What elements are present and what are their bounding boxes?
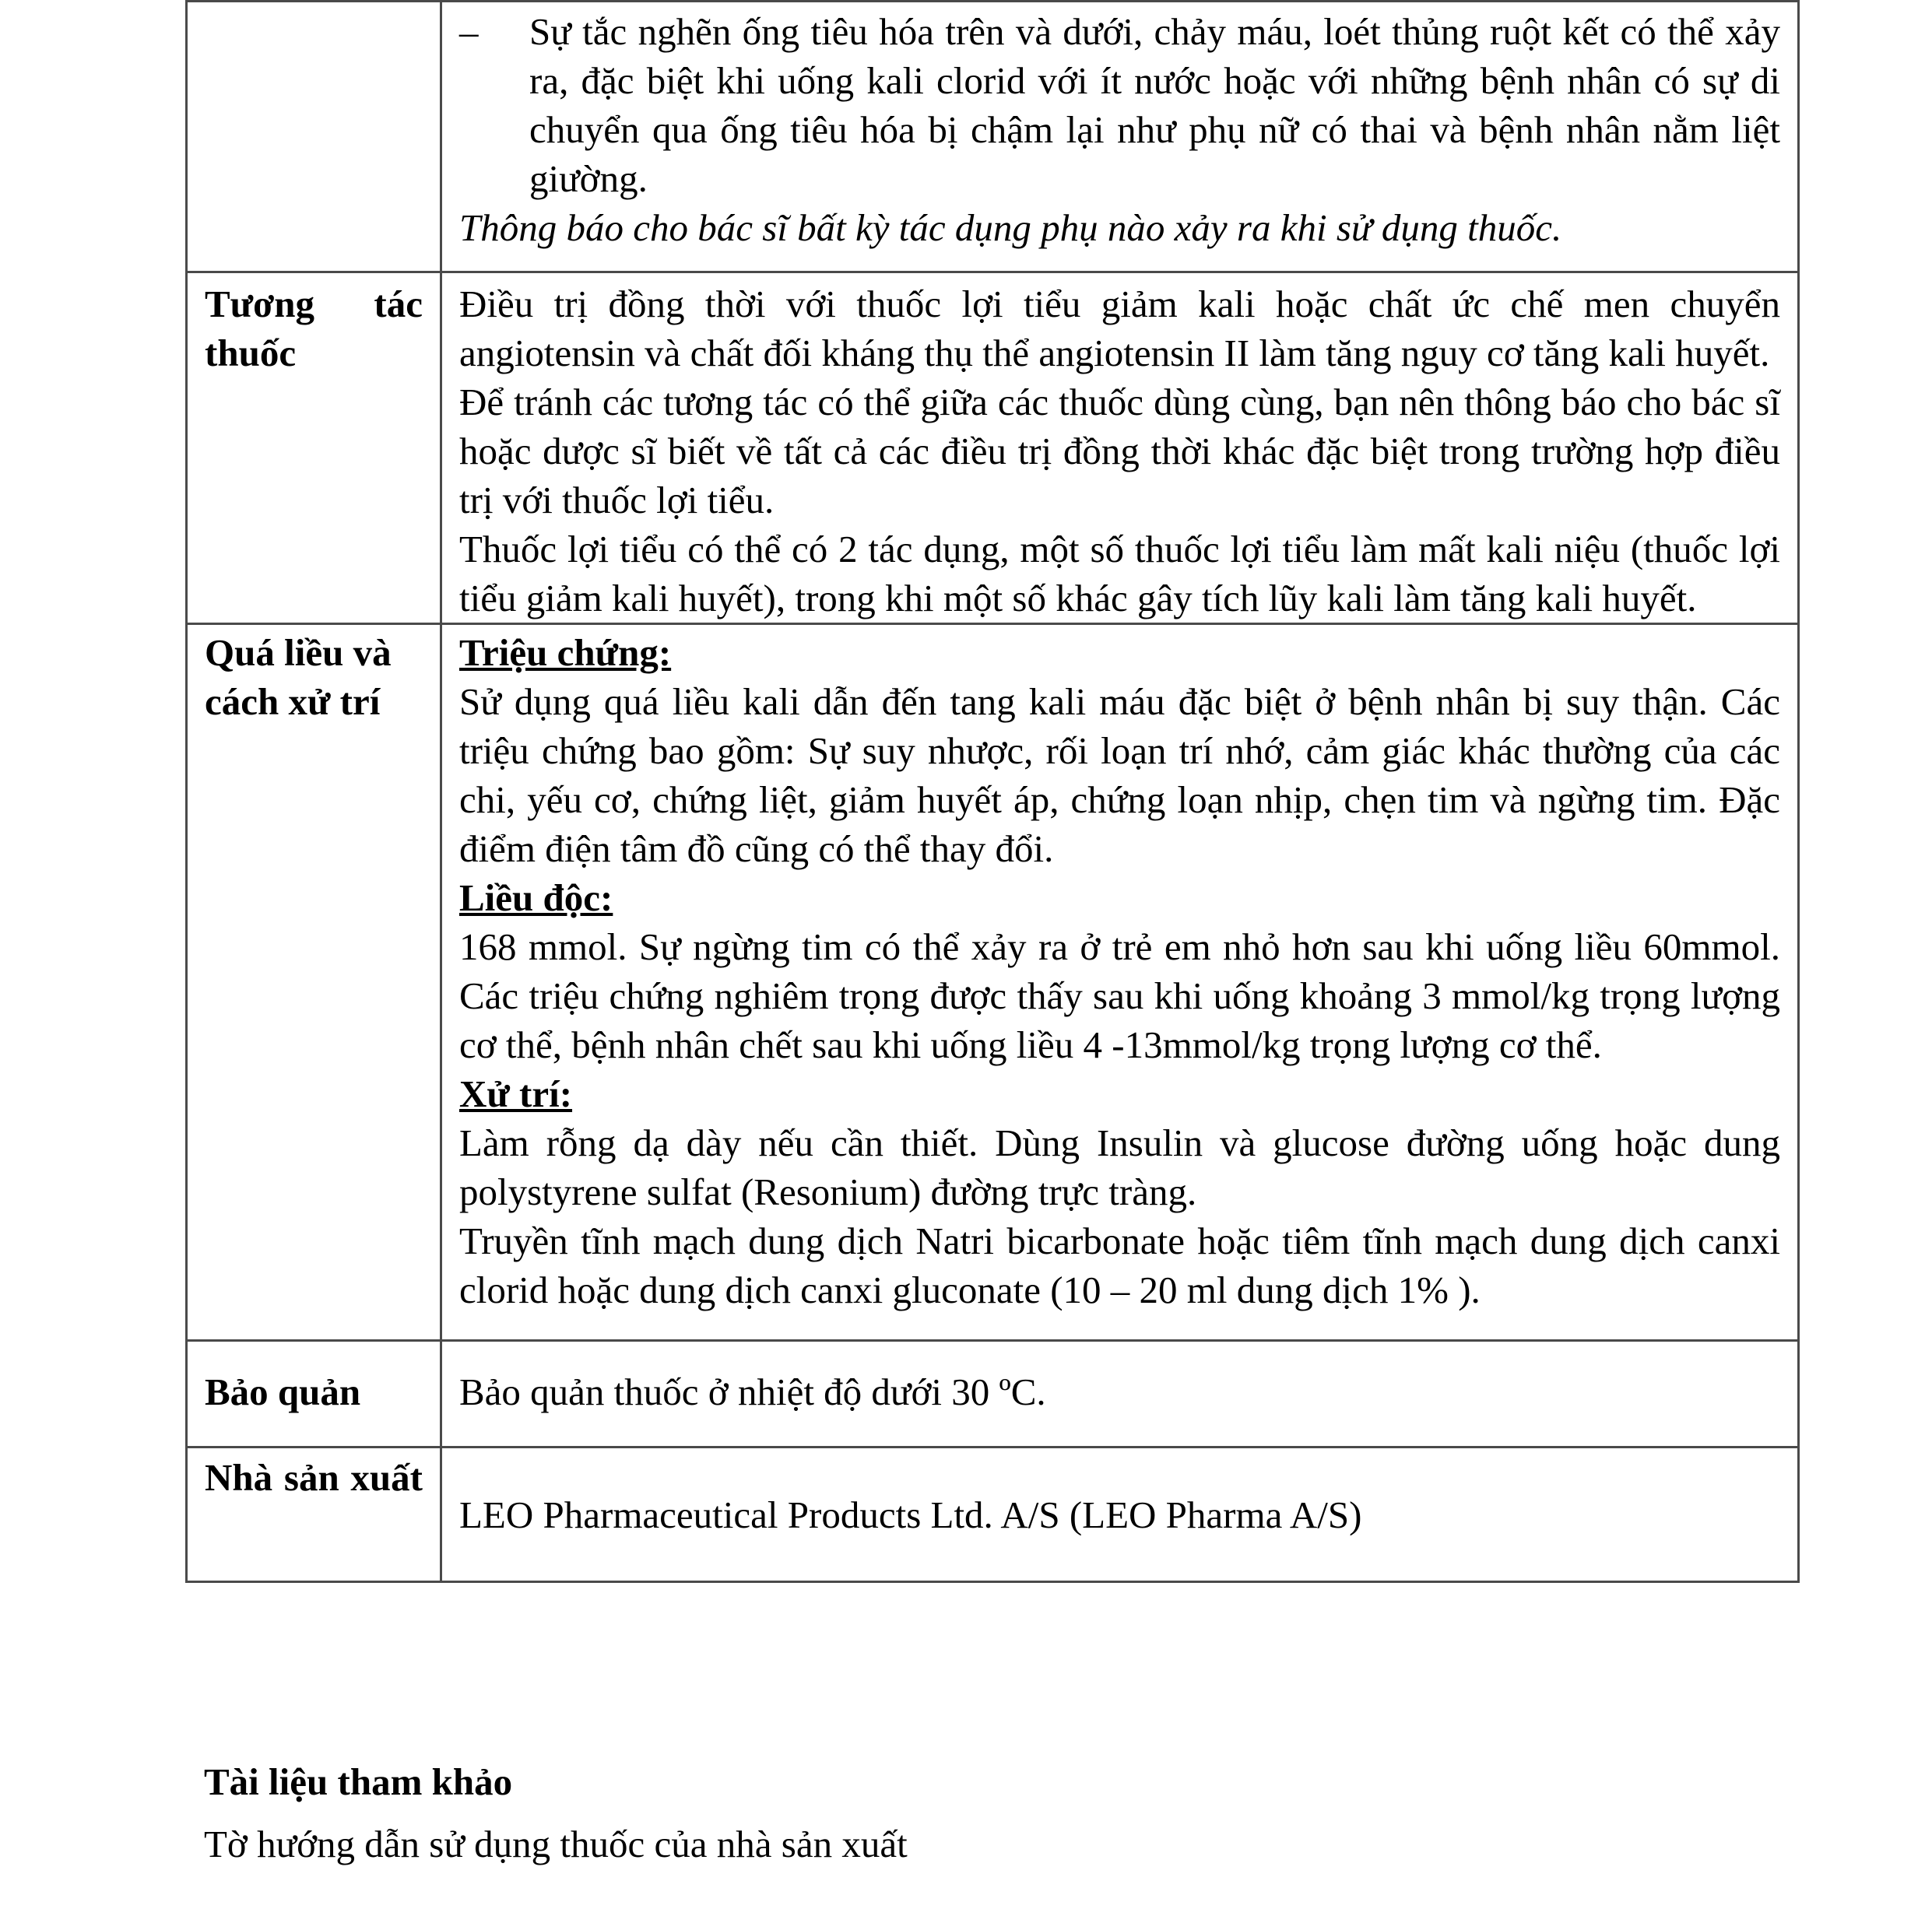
table-row-manufacturer: [187, 1448, 1799, 1582]
symptoms-heading: Triệu chứng:: [459, 631, 672, 674]
row-label-manufacturer: Nhà sản xuất: [187, 1448, 441, 1582]
symptoms-text: Sử dụng quá liều kali dẫn đến tang kali máu đặc biệt ở bệnh nhân bị suy thận. Các triệu chứng bao gồm: Sự suy nhược, rối loạn trí nhớ, cảm giác khác thường của các chi, yếu cơ, chứng liệt, giảm huyết áp, chứng loạn nhịp, chẹn tim và ngừng tim. Đặc điểm điện tâm đồ cũng có thể thay đổi.: [459, 680, 1780, 870]
overdose-content: [441, 624, 1799, 1341]
interactions-content: [441, 272, 1799, 624]
references-title: Tài liệu tham khảo: [204, 1760, 513, 1803]
manufacturer-text: LEO Pharmaceutical Products Ltd. A/S (LEO Pharma A/S): [441, 1448, 1799, 1582]
bullet-text: Sự tắc nghẽn ống tiêu hóa trên và dưới, chảy máu, loét thủng ruột kết có thể xảy ra, đặc biệt khi uống kali clorid với ít nước hoặc với những bệnh nhân có sự di chuyển qua ống tiêu hóa bị chậm lại như phụ nữ có thai và bệnh nhân nằm liệt giường.: [529, 10, 1780, 200]
side-effects-content: [441, 2, 1799, 272]
references-text: Tờ hướng dẫn sử dụng thuốc của nhà sản xuất: [204, 1823, 908, 1865]
interactions-paragraph-2: Để tránh các tương tác có thể giữa các thuốc dùng cùng, bạn nên thông báo cho bác sĩ hoặc dược sĩ biết về tất cả các điều trị đồng thời khác đặc biệt trong trường hợp điều trị với thuốc lợi tiểu.: [459, 381, 1780, 521]
toxic-dose-text: 168 mmol. Sự ngừng tim có thể xảy ra ở trẻ em nhỏ hơn sau khi uống liều 60mmol. Các triệu chứng nghiêm trọng được thấy sau khi uống khoảng 3 mmol/kg trọng lượng cơ thể, bệnh nhân chết sau khi uống liều 4 -13mmol/kg trọng lượng cơ thể.: [459, 925, 1780, 1066]
row-label-storage: Bảo quản: [187, 1341, 441, 1448]
interactions-paragraph-3: Thuốc lợi tiểu có thể có 2 tác dụng, một số thuốc lợi tiểu làm mất kali niệu (thuốc lợi tiểu giảm kali huyết), trong khi một số khác gây tích lũy kali làm tăng kali huyết.: [459, 528, 1780, 619]
bullet-item: [459, 7, 1780, 203]
row-label-interactions: Tương tác thuốc: [187, 272, 441, 624]
table-row-storage: [187, 1341, 1799, 1448]
row-label-empty: [187, 2, 441, 272]
treatment-paragraph-1: Làm rỗng dạ dày nếu cần thiết. Dùng Insulin và glucose đường uống hoặc dung polystyrene sulfat (Resonium) đường trực tràng.: [459, 1121, 1780, 1213]
treatment-paragraph-2: Truyền tĩnh mạch dung dịch Natri bicarbonate hoặc tiêm tĩnh mạch dung dịch canxi clorid hoặc dung dịch canxi gluconate (10 – 20 ml dung dịch 1% ).: [459, 1219, 1780, 1311]
table-row-overdose: [187, 624, 1799, 1341]
toxic-dose-heading: Liều độc:: [459, 876, 613, 919]
treatment-heading: Xử trí:: [459, 1072, 573, 1115]
table-row-side-effects: [187, 2, 1799, 272]
bullet-dash: –: [459, 10, 479, 53]
storage-text: Bảo quản thuốc ở nhiệt độ dưới 30 ºC.: [441, 1341, 1799, 1448]
table-row-interactions: [187, 272, 1799, 624]
interactions-paragraph-1: Điều trị đồng thời với thuốc lợi tiểu giảm kali hoặc chất ức chế men chuyển angiotensin và chất đối kháng thụ thể angiotensin II làm tăng nguy cơ tăng kali huyết.: [459, 282, 1780, 374]
side-effects-note: Thông báo cho bác sĩ bất kỳ tác dụng phụ nào xảy ra khi sử dụng thuốc.: [459, 206, 1562, 249]
drug-info-table: [185, 0, 1800, 1583]
row-label-overdose: Quá liều và cách xử trí: [187, 624, 441, 1341]
